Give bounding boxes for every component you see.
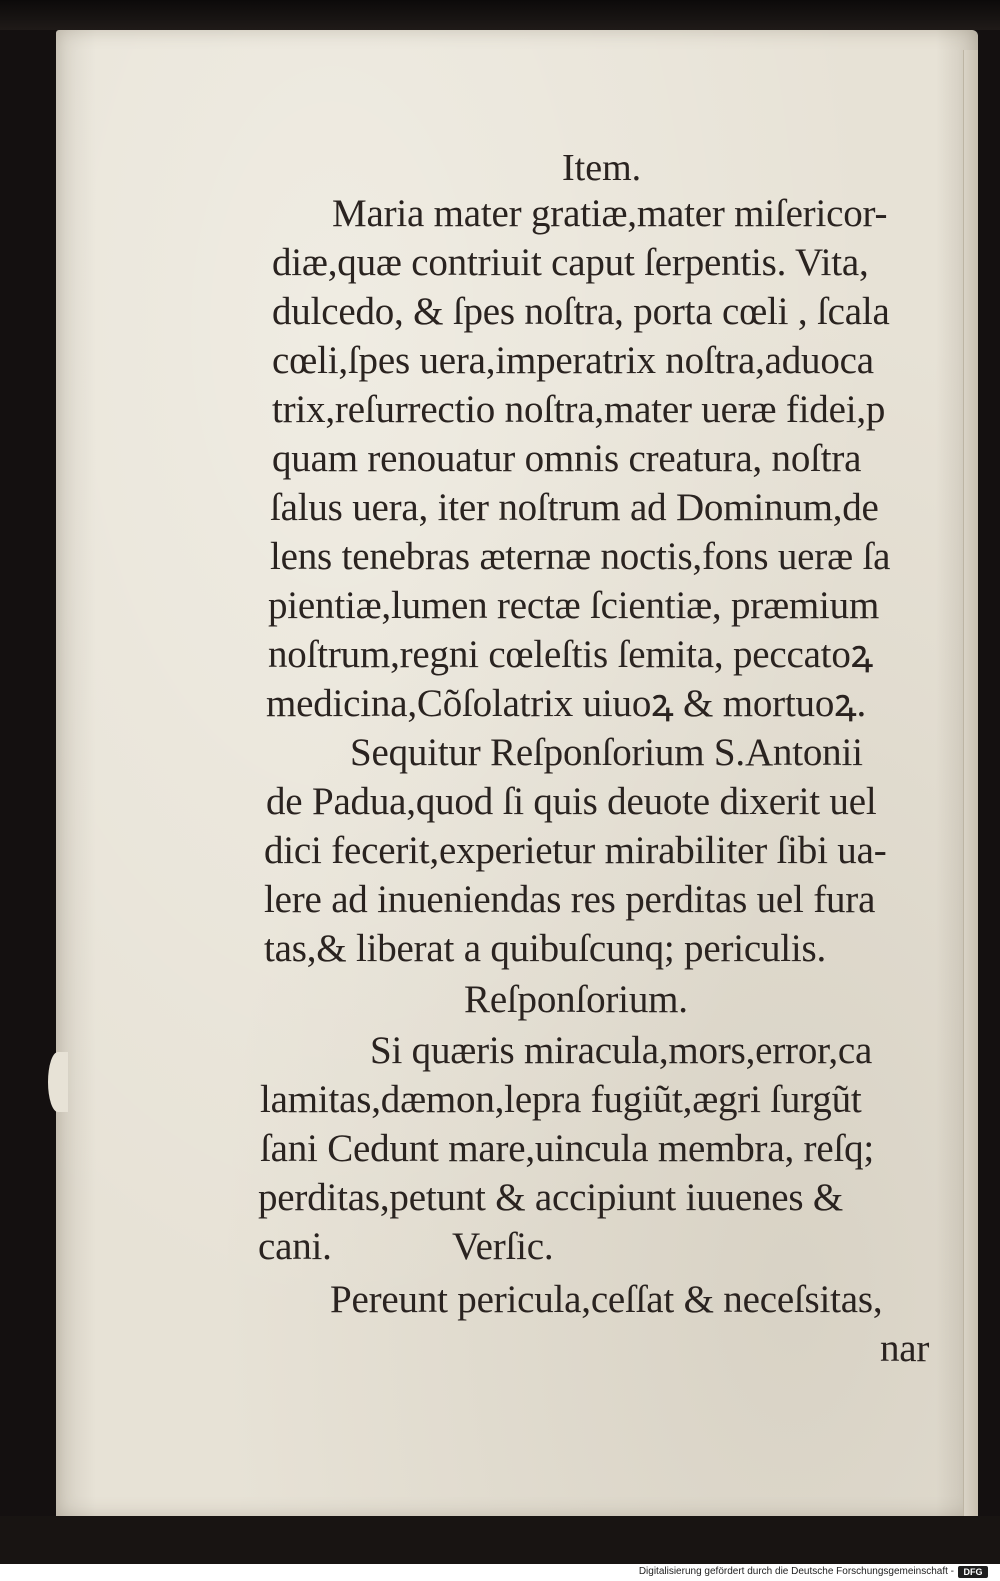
text-line: Sequitur Reſponſorium S.Antonii [350, 731, 863, 774]
scan-background-top [0, 0, 1000, 30]
text-line: dici fecerit,experietur mirabiliter ſibi ua- [264, 829, 887, 872]
text-line: trix,reſurrectio noſtra,mater ueræ fidei,p [272, 388, 886, 431]
page-heading: Item. [562, 147, 642, 189]
text-line: lamitas,dæmon,lepra fugiũt,ægri ſurgũt [260, 1078, 862, 1121]
digitization-credit: Digitalisierung gefördert durch die Deutsche Forschungsgemeinschaft - [638, 1566, 954, 1577]
versicle-label: Verſic. [452, 1225, 554, 1268]
text-line: pientiæ,lumen rectæ ſcientiæ, præmium [268, 584, 880, 627]
text-line: cœli,ſpes uera,imperatrix noſtra,aduoca [272, 339, 874, 382]
text-line: Si quæris miracula,mors,error,ca [370, 1029, 873, 1072]
text-line: ſani Cedunt mare,uincula membra, reſq; [260, 1127, 875, 1170]
page-edge [963, 50, 978, 1516]
text-line: diæ,quæ contriuit caput ſerpentis. Vita, [272, 241, 869, 284]
catchword: nar [880, 1327, 930, 1370]
text-line: dulcedo, & ſpes noſtra, porta cœli , ſcala [272, 290, 890, 333]
text-line: perditas,petunt & accipiunt iuuenes & [258, 1176, 844, 1219]
text-line: tas,& liberat a quibuſcunq; periculis. [264, 927, 827, 970]
text-line: de Padua,quod ſi quis deuote dixerit uel [266, 780, 877, 823]
dfg-logo: DFG [958, 1566, 988, 1578]
book-page [56, 30, 978, 1516]
section-subheading: Reſponſorium. [464, 978, 688, 1021]
scan-background-bottom [0, 1516, 1000, 1564]
text-line: ſalus uera, iter noſtrum ad Dominum,de [270, 486, 879, 529]
text-line: noſtrum,regni cœleſtis ſemita, peccatoꝝ [268, 633, 873, 676]
text-line: quam renouatur omnis creatura, noſtra [272, 437, 862, 480]
text-line: cani. [258, 1225, 332, 1268]
text-line: lere ad inueniendas res perditas uel fura [264, 878, 876, 921]
text-line: medicina,Cõſolatrix uiuoꝝ & mortuoꝝ. [266, 682, 867, 725]
text-line: Maria mater gratiæ,mater miſericor- [332, 192, 888, 235]
text-line: lens tenebras æternæ noctis,fons ueræ ſa [270, 535, 891, 578]
page-tear [48, 1052, 68, 1112]
text-line: Pereunt pericula,ceſſat & neceſsitas, [330, 1278, 883, 1321]
